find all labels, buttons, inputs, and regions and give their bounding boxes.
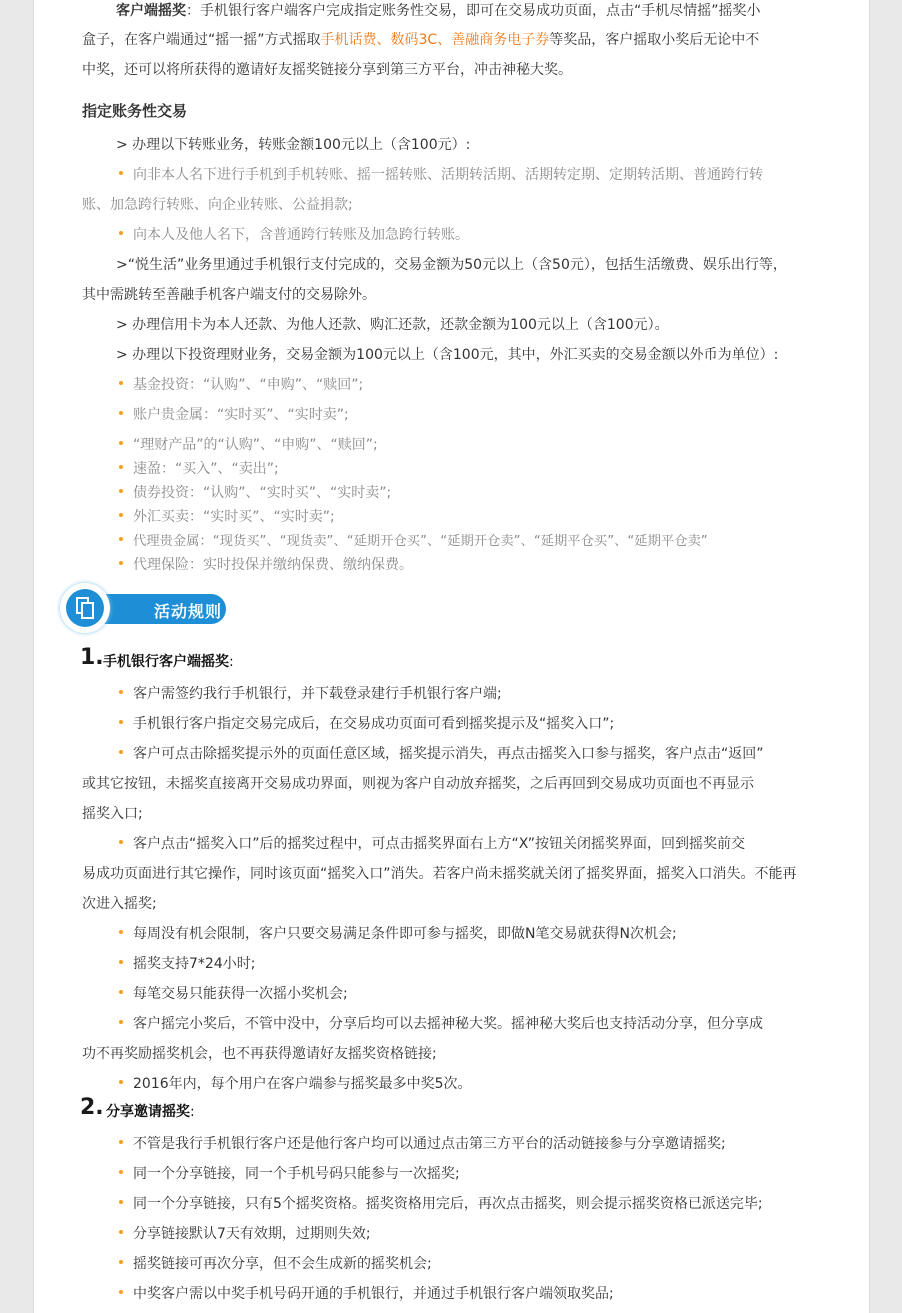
share-item: 摇奖链接可再次分享，但不会生成新的摇奖机会; <box>133 1256 432 1272</box>
rule-item: 客户需签约我行手机银行，并下载登录建行手机银行客户端; <box>133 686 502 702</box>
rule-item: 摇奖支持7*24小时; <box>133 956 256 972</box>
rules-badge <box>58 583 228 635</box>
share-item: 分享链接默认7天有效期，过期则失效; <box>133 1226 371 1242</box>
documents-icon <box>66 589 104 627</box>
share-item: 同一个分享链接，只有5个摇奖资格。摇奖资格用完后，再次点击摇奖，则会提示摇奖资格已派送完毕; <box>133 1196 763 1212</box>
rule-item: 手机银行客户指定交易完成后，在交易成功页面可看到摇奖提示及“摇奖入口”; <box>133 716 615 732</box>
bullet-dot-icon <box>119 930 123 934</box>
bullet-dot-icon <box>119 381 123 385</box>
bullet-dot-icon <box>119 1020 123 1024</box>
section-1-number: 1. <box>80 645 104 670</box>
bullet-dot-icon <box>119 720 123 724</box>
intro-line-3: 中奖，还可以将所获得的邀请好友摇奖链接分享到第三方平台，冲击神秘大奖。 <box>82 62 572 78</box>
intro-lead: 客户端摇奖 <box>116 3 186 19</box>
rules-badge-label: 活动规则 <box>154 602 223 621</box>
section-2-title <box>106 1101 195 1121</box>
section-2-number: 2. <box>80 1095 104 1120</box>
documents-icon-svg <box>66 589 104 627</box>
bullet-dot-icon <box>119 171 123 175</box>
intro-line-2a: 盒子，在客户端通过“摇一摇”方式摇取 <box>82 32 321 48</box>
bullet-dot-icon <box>119 231 123 235</box>
share-item: 中奖客户需以中奖手机号码开通的手机银行，并通过手机银行客户端领取奖品; <box>133 1286 614 1302</box>
section-1-title <box>103 651 234 671</box>
invest-item: 外汇买卖：“实时买”、“实时卖”; <box>133 509 335 525</box>
invest-item: 债券投资：“认购”、“实时买”、“实时卖”; <box>133 485 392 501</box>
bullet-dot-icon <box>119 1170 123 1174</box>
intro-line-2 <box>82 29 759 49</box>
bullet-dot-icon <box>119 489 123 493</box>
bullet-dot-icon <box>119 465 123 469</box>
rule-item-cont: 易成功页面进行其它操作，同时该页面“摇奖入口”消失。若客户尚未摇奖就关闭了摇奖界面，摇奖入口消失。不能再 <box>82 866 797 882</box>
bullet-dot-icon <box>119 690 123 694</box>
group-life-l1: >“悦生活”业务里通过手机银行支付完成的，交易金额为50元以上（含50元），包括生活缴费、娱乐出行等， <box>116 257 787 273</box>
intro-line-1 <box>116 0 761 20</box>
rule-item: 客户摇完小奖后，不管中没中，分享后均可以去摇神秘大奖。摇神秘大奖后也支持活动分享，但分享成 <box>133 1016 763 1032</box>
rule-item-cont: 功不再奖励摇奖机会，也不再获得邀请好友摇奖资格链接; <box>82 1046 437 1062</box>
bullet-dot-icon <box>119 1140 123 1144</box>
transfer-item-1-l2: 账、加急跨行转账、向企业转账、公益捐款; <box>82 197 353 213</box>
section-1-title-text: 手机银行客户端摇奖 <box>103 654 229 670</box>
rule-item-cont: 摇奖入口; <box>82 806 143 822</box>
invest-item: “理财产品”的“认购”、“申购”、“赎回”; <box>133 437 378 453</box>
rule-item: 客户点击“摇奖入口”后的摇奖过程中，可点击摇奖界面右上方“X”按钮关闭摇奖界面，回到摇奖前交 <box>133 836 746 852</box>
bullet-dot-icon <box>119 1230 123 1234</box>
rule-item-cont: 次进入摇奖; <box>82 896 157 912</box>
intro-line-1-text: ：手机银行客户端客户完成指定账务性交易，即可在交易成功页面，点击“手机尽情摇”摇奖小 <box>186 3 761 19</box>
rule-item: 每周没有机会限制，客户只要交易满足条件即可参与摇奖，即做N笔交易就获得N次机会; <box>133 926 677 942</box>
designated-title: 指定账务性交易 <box>82 102 188 120</box>
group-invest: > 办理以下投资理财业务，交易金额为100元以上（含100元，其中，外汇买卖的交易金额以外币为单位）: <box>116 347 779 363</box>
share-item: 不管是我行手机银行客户还是他行客户均可以通过点击第三方平台的活动链接参与分享邀请摇奖; <box>133 1136 726 1152</box>
bullet-dot-icon <box>119 561 123 565</box>
bullet-dot-icon <box>119 537 123 541</box>
bullet-dot-icon <box>119 411 123 415</box>
transfer-item-1-l1: 向非本人名下进行手机到手机转账、摇一摇转账、活期转活期、活期转定期、定期转活期、普通跨行转 <box>133 167 763 183</box>
intro-line-2b: 等奖品，客户摇取小奖后无论中不 <box>549 32 760 48</box>
invest-item: 基金投资：“认购”、“申购”、“赎回”; <box>133 377 364 393</box>
section-1-colon: : <box>229 654 234 670</box>
bullet-dot-icon <box>119 960 123 964</box>
bullet-dot-icon <box>119 1080 123 1084</box>
invest-item: 代理保险：实时投保并缴纳保费、缴纳保费。 <box>133 557 413 573</box>
group-credit: > 办理信用卡为本人还款、为他人还款、购汇还款，还款金额为100元以上（含100元）。 <box>116 317 669 333</box>
prize-highlight: 手机话费、数码3C、善融商务电子券 <box>320 32 550 48</box>
group-transfer: > 办理以下转账业务，转账金额100元以上（含100元）: <box>116 137 471 153</box>
bullet-dot-icon <box>119 1260 123 1264</box>
bullet-dot-icon <box>119 750 123 754</box>
bullet-dot-icon <box>119 990 123 994</box>
share-item: 同一个分享链接，同一个手机号码只能参与一次摇奖; <box>133 1166 460 1182</box>
section-2-colon: : <box>190 1104 195 1120</box>
rule-item: 2016年内，每个用户在客户端参与摇奖最多中奖5次。 <box>133 1076 472 1092</box>
bullet-dot-icon <box>119 441 123 445</box>
bullet-dot-icon <box>119 1200 123 1204</box>
invest-item: 速盈：“买入”、“卖出”; <box>133 461 279 477</box>
transfer-item-2: 向本人及他人名下，含普通跨行转账及加急跨行转账。 <box>133 227 469 243</box>
rule-item: 客户可点击除摇奖提示外的页面任意区域，摇奖提示消失，再点击摇奖入口参与摇奖，客户点击“返回” <box>133 746 764 762</box>
bullet-dot-icon <box>119 840 123 844</box>
invest-item: 账户贵金属：“实时买”、“实时卖”; <box>133 407 349 423</box>
bullet-dot-icon <box>119 513 123 517</box>
section-2-title-text: 分享邀请摇奖 <box>106 1104 190 1120</box>
bullet-dot-icon <box>119 1290 123 1294</box>
invest-item: 代理贵金属：“现货买”、“现货卖”、“延期开仓买”、“延期开仓卖”、“延期平仓买”、“延期平仓卖” <box>133 534 708 549</box>
rule-item-cont: 或其它按钮，未摇奖直接离开交易成功界面，则视为客户自动放弃摇奖，之后再回到交易成功页面也不再显示 <box>82 776 754 792</box>
rule-item: 每笔交易只能获得一次摇小奖机会; <box>133 986 348 1002</box>
group-life-l2: 其中需跳转至善融手机客户端支付的交易除外。 <box>82 287 376 303</box>
